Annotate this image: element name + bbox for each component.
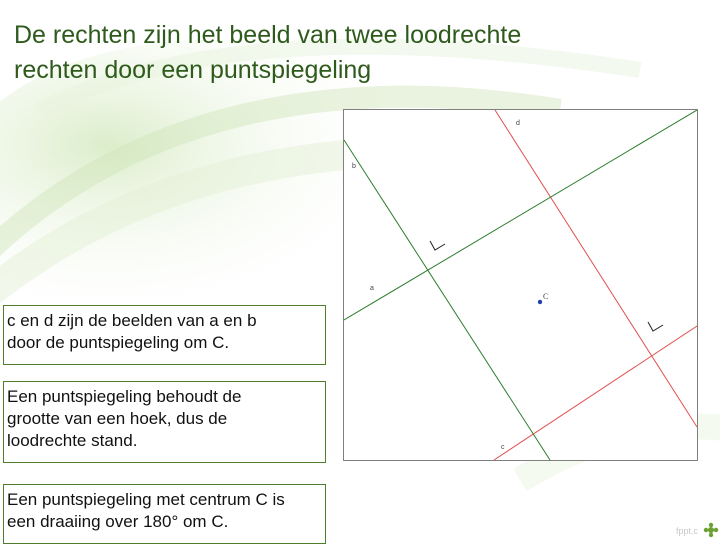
label-d: d — [516, 120, 520, 127]
line-c — [494, 326, 697, 460]
geometry-figure — [343, 109, 698, 461]
geometry-canvas — [344, 110, 697, 460]
text-line: loodrechte stand. — [7, 431, 138, 450]
text-line: Een puntspiegeling met centrum C is — [7, 490, 285, 509]
leaf-logo-icon — [703, 522, 719, 538]
right-angle-mark-cd — [648, 322, 663, 331]
text-line: Een puntspiegeling behoudt de — [7, 387, 242, 406]
text-line: een draaiing over 180° om C. — [7, 512, 229, 531]
center-point-c — [538, 300, 542, 304]
text-line: door de puntspiegeling om C. — [7, 333, 230, 352]
text-line: c en d zijn de beelden van a en b — [7, 311, 257, 330]
right-angle-mark-ab — [430, 241, 445, 250]
footer-brand-text: fppt.c — [676, 526, 699, 536]
title-line-2: rechten door een puntspiegeling — [14, 56, 372, 84]
label-a: a — [370, 285, 374, 292]
line-d — [495, 110, 697, 427]
text-box-images — [3, 305, 326, 365]
label-b: b — [352, 163, 356, 170]
title-line-1: De rechten zijn het beeld van twee loodrechte — [14, 21, 522, 49]
text-line: grootte van een hoek, dus de — [7, 409, 228, 428]
line-a — [344, 110, 697, 320]
label-c: c — [501, 444, 505, 451]
label-center-c: C — [543, 292, 549, 301]
text-box-rotation — [3, 484, 326, 544]
text-box-angle-preserved — [3, 381, 326, 463]
line-b — [344, 140, 550, 460]
slide-title — [14, 18, 674, 88]
